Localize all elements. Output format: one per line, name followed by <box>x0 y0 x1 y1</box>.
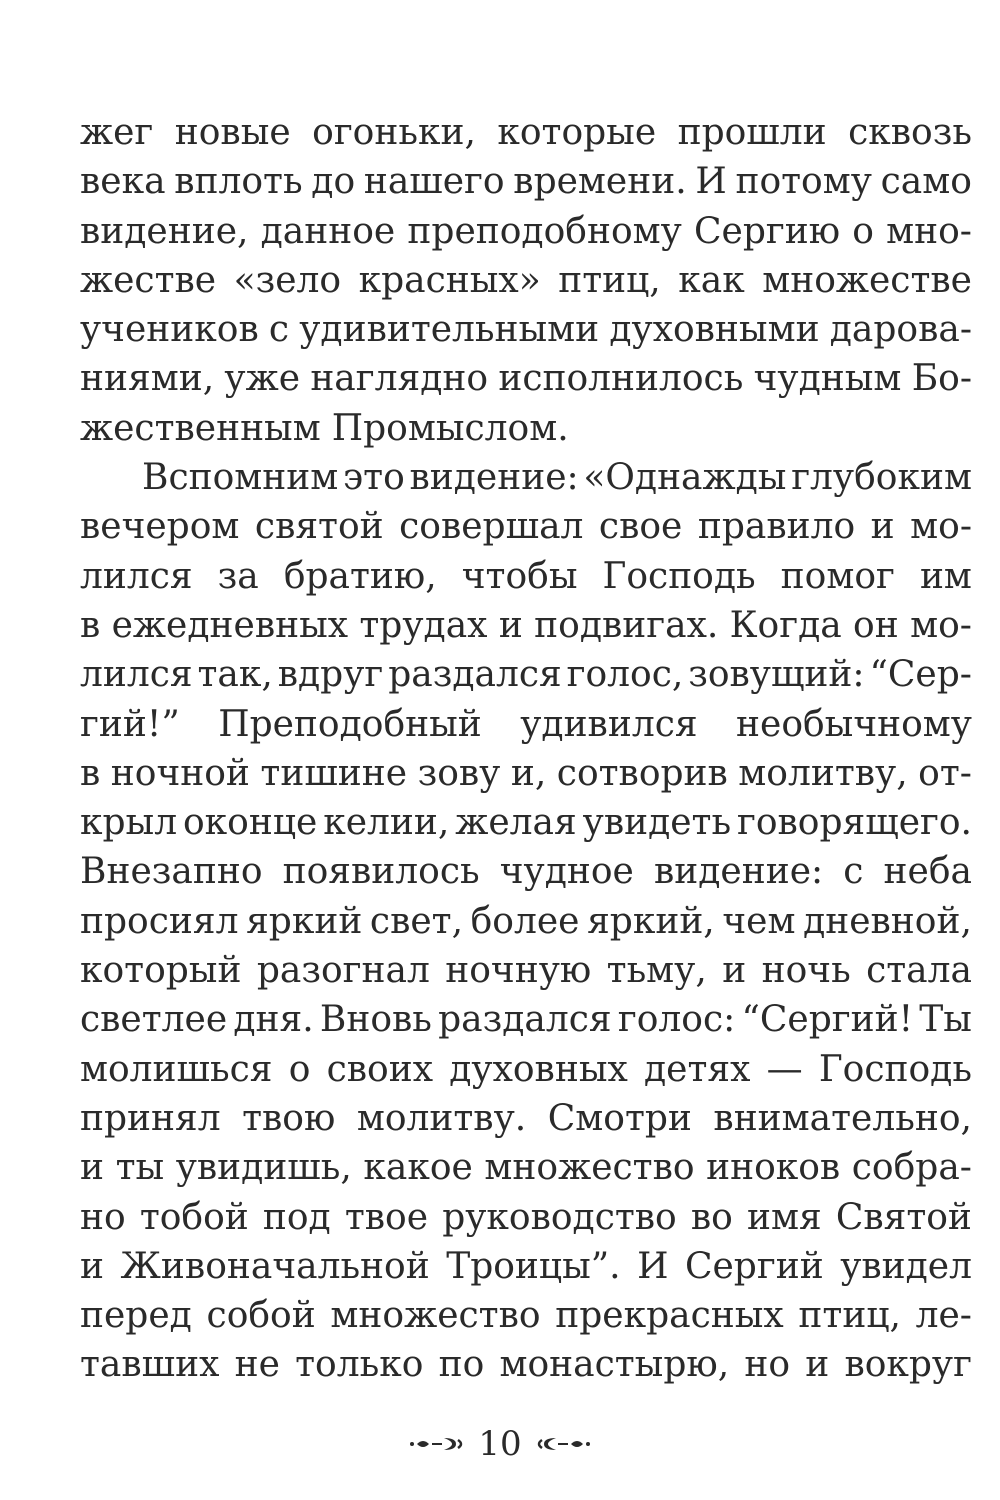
word: подвигах. <box>534 604 719 646</box>
word: духовными <box>609 309 820 351</box>
word: яркий, <box>587 900 715 942</box>
text-line <box>80 502 972 551</box>
word: видение: <box>409 457 579 499</box>
word: вечером <box>80 506 240 548</box>
word: молишься <box>80 1048 273 1090</box>
word: которые <box>497 112 657 153</box>
word: дневной, <box>803 900 972 942</box>
word: Сергий <box>684 1245 824 1287</box>
word: собра- <box>851 1147 972 1189</box>
word: но <box>744 1344 791 1386</box>
word: раздался <box>438 999 612 1041</box>
word: времени. <box>513 161 687 203</box>
word: прекрасных <box>555 1295 784 1337</box>
text-line <box>80 256 972 305</box>
word: ночной <box>110 752 250 794</box>
text-line <box>80 207 972 256</box>
word: оконце <box>183 802 318 844</box>
word: Ты <box>919 999 972 1041</box>
word: “Сергий! <box>741 999 914 1041</box>
word: Вспомним <box>142 457 339 499</box>
word: в <box>80 752 101 794</box>
word: Когда <box>729 604 842 646</box>
word: удивился <box>520 703 698 745</box>
ornament-right-icon <box>534 1434 592 1454</box>
word: Внезапно <box>80 851 263 893</box>
word: от- <box>918 752 972 794</box>
word: тавших <box>80 1344 220 1386</box>
page-footer <box>0 1424 1000 1464</box>
word: «зело <box>233 259 342 301</box>
word: с <box>268 309 290 351</box>
word: разогнал <box>256 950 430 992</box>
word: имя <box>746 1196 822 1238</box>
word: Господь <box>602 555 756 597</box>
word: сквозь <box>848 112 972 153</box>
word: само <box>880 161 972 203</box>
word: множество <box>484 1147 695 1189</box>
text-line <box>80 1242 972 1291</box>
word: Троицы”. <box>446 1245 621 1287</box>
text-line <box>80 404 972 453</box>
word: новые <box>174 112 291 153</box>
word: братию, <box>283 555 437 597</box>
word: иноков <box>706 1147 841 1189</box>
word: так, <box>197 654 273 696</box>
word: ежедневных <box>111 604 349 646</box>
word: не <box>234 1344 280 1386</box>
word: это <box>343 457 405 499</box>
word: о <box>852 210 874 252</box>
word: трудах <box>359 604 488 646</box>
word: принял <box>80 1097 221 1139</box>
word: и <box>498 604 523 646</box>
word: уже <box>224 358 301 400</box>
word: жестве <box>80 259 217 301</box>
word: только <box>295 1344 424 1386</box>
word: но <box>80 1196 126 1238</box>
text-line <box>80 552 972 601</box>
word: раздался <box>388 654 562 696</box>
word: зову <box>417 752 501 794</box>
word: просиял <box>80 900 239 942</box>
word: руководство <box>442 1196 677 1238</box>
word: о <box>288 1048 311 1090</box>
text-line <box>80 1143 972 1192</box>
word: и <box>722 950 747 992</box>
word: ночную <box>445 950 592 992</box>
word: появилось <box>282 851 480 893</box>
word: и <box>80 1245 104 1287</box>
word: который <box>80 950 242 992</box>
word: века <box>80 161 166 203</box>
word: внимательно, <box>713 1097 972 1139</box>
word: множестве <box>762 259 972 301</box>
word: крыл <box>80 802 178 844</box>
word: и <box>870 506 895 548</box>
word: Сергию <box>693 210 841 252</box>
word: помог <box>780 555 895 597</box>
word: духовных <box>449 1048 628 1090</box>
word: за <box>217 555 259 597</box>
word: молитву, <box>738 752 908 794</box>
word: голос, <box>566 654 684 696</box>
word: светлее <box>80 999 228 1041</box>
word: учеников <box>80 309 259 351</box>
word: твое <box>344 1196 429 1238</box>
word: более <box>470 900 580 942</box>
word: ниями, <box>80 358 215 400</box>
text-line <box>80 995 972 1044</box>
word: перед <box>80 1295 192 1337</box>
word: монастырю, <box>499 1344 730 1386</box>
text-line <box>80 1094 972 1143</box>
text-line <box>80 157 972 206</box>
word: лился <box>80 555 193 597</box>
word: данное <box>260 210 396 252</box>
word: нашего <box>363 161 505 203</box>
word: ночь <box>761 950 851 992</box>
word: И <box>637 1245 669 1287</box>
word: молитву. <box>356 1097 527 1139</box>
word: вокруг <box>844 1344 972 1386</box>
word: правило <box>697 506 856 548</box>
word: яркий <box>246 900 363 942</box>
word: птиц, <box>558 259 661 301</box>
word: с <box>843 851 864 893</box>
word: какое <box>363 1147 473 1189</box>
word: святой <box>254 506 384 548</box>
text-line <box>80 897 972 946</box>
word: вдруг <box>277 654 384 696</box>
word: необычному <box>736 703 972 745</box>
word: мо- <box>910 506 972 548</box>
word: Живоначальной <box>120 1245 430 1287</box>
word: “Сер- <box>869 654 972 696</box>
word: И <box>695 161 727 203</box>
word: вплоть <box>174 161 303 203</box>
word: красных» <box>358 259 541 301</box>
word: Преподобный <box>218 703 482 745</box>
text-line <box>80 108 972 157</box>
word: видение: <box>653 851 824 893</box>
text-line <box>80 798 972 847</box>
word: увидел <box>840 1245 972 1287</box>
word: тишине <box>260 752 408 794</box>
word: птиц, <box>798 1295 901 1337</box>
word: стала <box>866 950 972 992</box>
text-line <box>80 601 972 650</box>
text-line <box>80 1340 972 1389</box>
word: гий!” <box>80 703 180 745</box>
word: келии, <box>323 802 450 844</box>
word: лился <box>80 654 193 696</box>
word: свет, <box>369 900 464 942</box>
word: потому <box>735 161 872 203</box>
word: видение, <box>80 210 249 252</box>
word: Вновь <box>319 999 432 1041</box>
text-line <box>80 354 972 403</box>
paragraph-2 <box>80 453 972 1390</box>
word: жег <box>80 112 154 153</box>
page-body <box>80 108 972 1390</box>
word: и <box>805 1344 830 1386</box>
page-number: 10 <box>478 1424 522 1464</box>
word: в <box>80 604 101 646</box>
word: детях <box>644 1048 751 1090</box>
text-line <box>80 1291 972 1340</box>
word: желая <box>455 802 577 844</box>
text-line <box>80 946 972 995</box>
word: Господь <box>818 1048 972 1090</box>
word: Промыслом. <box>331 407 569 449</box>
word: свое <box>598 506 683 548</box>
word: Смотри <box>547 1097 692 1139</box>
word: прошли <box>677 112 827 153</box>
word: «Однажды <box>583 457 787 499</box>
word: преподобному <box>407 210 682 252</box>
word: сотворив <box>556 752 728 794</box>
word: множество <box>330 1295 541 1337</box>
word: увидеть <box>582 802 732 844</box>
word: глубоким <box>791 457 972 499</box>
word: голос: <box>617 999 736 1041</box>
text-line <box>80 1045 972 1094</box>
word: собой <box>206 1295 316 1337</box>
word: наглядно <box>310 358 489 400</box>
word: удивительными <box>299 309 600 351</box>
word: мо- <box>910 604 972 646</box>
word: чудное <box>499 851 634 893</box>
word: чем <box>722 900 796 942</box>
word: твою <box>242 1097 336 1139</box>
word: им <box>919 555 972 597</box>
word: и <box>80 1147 104 1189</box>
text-line <box>80 700 972 749</box>
word: как <box>678 259 745 301</box>
word: чудным <box>753 358 902 400</box>
word: мно- <box>886 210 972 252</box>
word: ты <box>115 1147 165 1189</box>
word: во <box>690 1196 733 1238</box>
word: по <box>438 1344 485 1386</box>
word: дарова- <box>829 309 972 351</box>
word: чтобы <box>461 555 578 597</box>
word: говорящего. <box>737 802 972 844</box>
word: исполнилось <box>498 358 744 400</box>
word: зовущий: <box>688 654 865 696</box>
ornament-left-icon <box>408 1434 466 1454</box>
word: тьму, <box>606 950 707 992</box>
word: увидишь, <box>175 1147 352 1189</box>
word: жественным <box>80 407 321 449</box>
word: своих <box>326 1048 434 1090</box>
word: под <box>262 1196 331 1238</box>
text-line <box>80 847 972 896</box>
word: дня. <box>233 999 314 1041</box>
word: неба <box>883 851 972 893</box>
text-line <box>80 749 972 798</box>
word: — <box>766 1048 803 1090</box>
text-line <box>80 650 972 699</box>
word: ле- <box>915 1295 972 1337</box>
paragraph-1 <box>80 108 972 453</box>
text-line <box>80 453 972 502</box>
word: тобой <box>139 1196 249 1238</box>
text-line <box>80 305 972 354</box>
word: до <box>311 161 356 203</box>
word: он <box>853 604 899 646</box>
word: Бо- <box>911 358 972 400</box>
word: совершал <box>399 506 584 548</box>
word: и, <box>510 752 547 794</box>
text-line <box>80 1193 972 1242</box>
word: Святой <box>835 1196 972 1238</box>
word: огоньки, <box>312 112 476 153</box>
